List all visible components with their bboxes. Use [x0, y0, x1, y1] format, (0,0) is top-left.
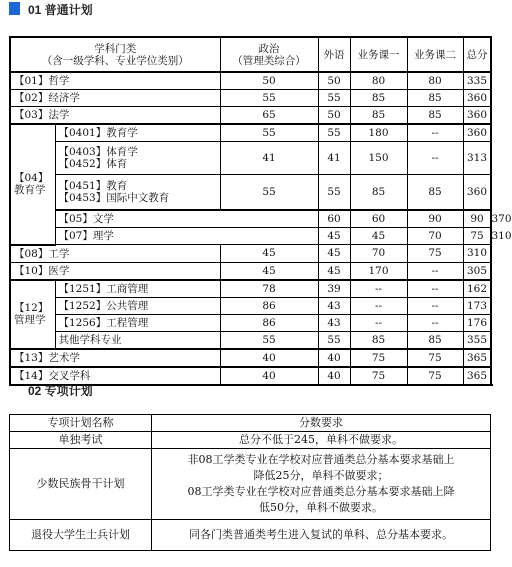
table-row: 【13】艺术学 40 40 75 75 365	[10, 349, 491, 367]
header-foreign-language: 外语	[318, 37, 350, 72]
group-label-education: 【04】教育学	[10, 124, 55, 245]
header-politics: 政治 （管理类综合）	[220, 37, 318, 72]
section-title-special-plan: 02 专项计划	[28, 384, 93, 398]
table-header-row	[10, 415, 491, 432]
table-row: 【0451】教育 【0453】国际中文教育 55 55 85 85 360	[10, 175, 491, 211]
table-row: 【0403】体育学 【0452】体育 41 41 150 -- 313	[10, 142, 491, 175]
table-row: 【02】经济学 55 55 85 85 360	[10, 90, 491, 107]
table-row: 少数民族骨干计划 非08工学类专业在学校对应普通类总分基本要求基础上 降低25分，单科不做要求； 08工学类专业在学校对应普通类总分基本要求基础上降 低50分，单科不做要求。	[10, 449, 491, 520]
table-row: 【03】法学 65 50 85 85 360	[10, 107, 491, 125]
table-row: 【1256】工程管理 86 43 -- -- 176	[10, 314, 491, 331]
table-row: 退役大学生士兵计划 同各门类普通类考生进入复试的单科、总分基本要求。	[10, 520, 491, 551]
section-marker-bar	[9, 2, 20, 15]
general-plan-score-table	[9, 36, 512, 386]
table-row: 【10】医学 45 45 170 -- 305	[10, 262, 491, 280]
table-row: 【1252】公共管理 86 43 -- -- 173	[10, 297, 491, 314]
table-row: 【01】哲学 50 50 80 80 335	[10, 72, 491, 90]
header-score-requirement: 分数要求	[152, 415, 491, 432]
table-row: 【14】交叉学科 40 40 75 75 365	[10, 367, 491, 385]
header-course-two: 业务课二	[407, 37, 463, 72]
header-total: 总分	[463, 37, 491, 72]
special-plan-score-table	[9, 414, 491, 551]
header-course-one: 业务课一	[350, 37, 407, 72]
table-row: 【08】工学 45 45 70 75 310	[10, 245, 491, 263]
table-row: 单独考试 总分不低于245，单科不做要求。	[10, 432, 491, 449]
table-row: 其他学科专业 55 55 85 85 355	[10, 331, 491, 349]
table-row: 【12】管理学 【1251】工商管理 78 39 -- -- 162	[10, 280, 491, 298]
header-category: 学科门类 （含一级学科、专业学位类别）	[10, 37, 220, 72]
table-row: 【04】教育学 【0401】教育学 55 55 180 -- 360	[10, 124, 491, 142]
table-row: 【05】文学 60 60 90 90 370	[10, 210, 491, 228]
table-header-row	[10, 37, 491, 72]
section-title-general-plan: 01 普通计划	[28, 3, 93, 17]
header-plan-name: 专项计划名称	[10, 415, 152, 432]
table-row: 【07】理学 45 45 70 75 310	[10, 228, 491, 245]
group-label-management: 【12】管理学	[10, 280, 55, 349]
